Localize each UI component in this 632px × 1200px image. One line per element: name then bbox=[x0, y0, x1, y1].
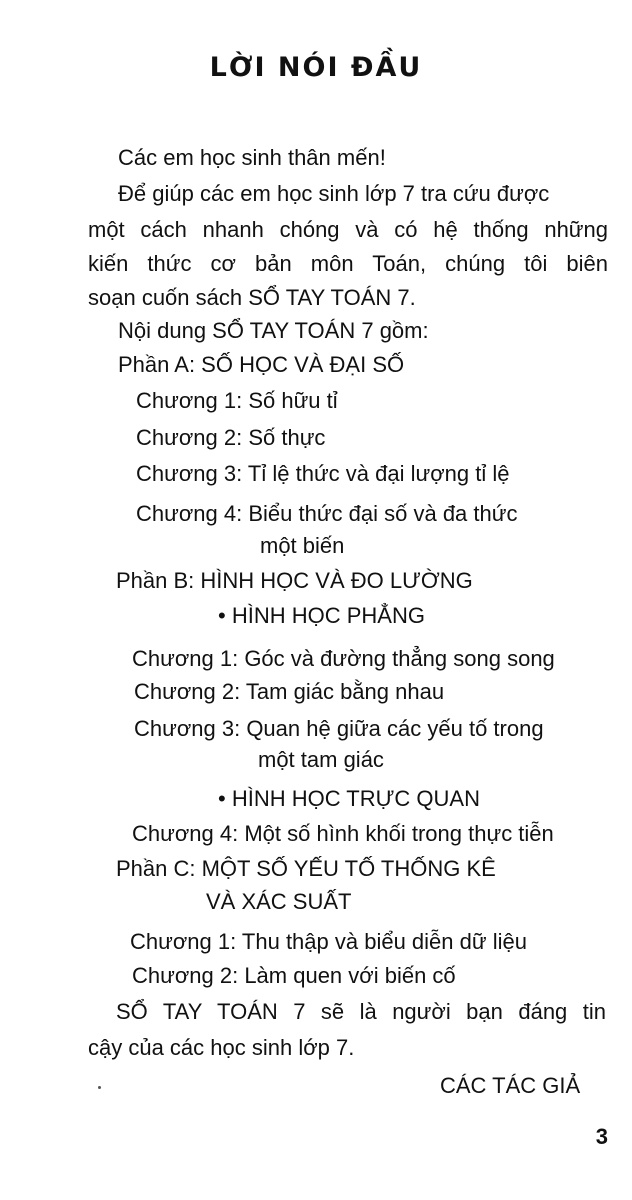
part-a-chapter-2: Chương 2: Số thực bbox=[136, 425, 326, 450]
part-a-chapter-4-cont: một biến bbox=[260, 533, 345, 558]
closing-line-2: cậy của các học sinh lớp 7. bbox=[88, 1035, 355, 1060]
part-a-chapter-4: Chương 4: Biểu thức đại số và đa thức bbox=[136, 501, 518, 526]
intro-line-2: một cách nhanh chóng và có hệ thống những bbox=[88, 217, 608, 242]
intro-line-1: Để giúp các em học sinh lớp 7 tra cứu được bbox=[118, 181, 550, 206]
part-c-title: Phần C: MỘT SỐ YẾU TỐ THỐNG KÊ bbox=[116, 856, 496, 881]
part-b-chapter-4: Chương 4: Một số hình khối trong thực tiễn bbox=[132, 821, 554, 846]
signature: CÁC TÁC GIẢ bbox=[440, 1073, 581, 1098]
part-a-chapter-3: Chương 3: Tỉ lệ thức và đại lượng tỉ lệ bbox=[136, 461, 510, 486]
part-b-chapter-3: Chương 3: Quan hệ giữa các yếu tố trong bbox=[134, 716, 544, 741]
part-c-chapter-1: Chương 1: Thu thập và biểu diễn dữ liệu bbox=[130, 929, 527, 954]
greeting: Các em học sinh thân mến! bbox=[118, 145, 386, 170]
intro-line-4: soạn cuốn sách SỔ TAY TOÁN 7. bbox=[88, 285, 416, 310]
part-b-chapter-2: Chương 2: Tam giác bằng nhau bbox=[134, 679, 445, 704]
print-speck bbox=[98, 1086, 101, 1089]
part-b-section-flat-geometry: • HÌNH HỌC PHẲNG bbox=[218, 603, 425, 628]
part-b-section-visual-geometry: • HÌNH HỌC TRỰC QUAN bbox=[218, 786, 480, 811]
part-c-chapter-2: Chương 2: Làm quen với biến cố bbox=[132, 963, 456, 988]
part-b-chapter-3-cont: một tam giác bbox=[258, 747, 384, 772]
part-a-chapter-1: Chương 1: Số hữu tỉ bbox=[136, 388, 338, 413]
part-b-title: Phần B: HÌNH HỌC VÀ ĐO LƯỜNG bbox=[116, 568, 473, 593]
intro-line-3: kiến thức cơ bản môn Toán, chúng tôi biên bbox=[88, 251, 608, 276]
part-b-chapter-1: Chương 1: Góc và đường thẳng song song bbox=[132, 646, 555, 671]
part-a-title: Phần A: SỐ HỌC VÀ ĐẠI SỐ bbox=[118, 352, 405, 377]
page-title: LỜI NÓI ĐẦU bbox=[209, 52, 423, 83]
page-number: 3 bbox=[595, 1124, 608, 1149]
closing-line-1: SỔ TAY TOÁN 7 sẽ là người bạn đáng tin bbox=[116, 999, 606, 1024]
part-c-title-cont: VÀ XÁC SUẤT bbox=[206, 889, 352, 914]
contents-intro: Nội dung SỔ TAY TOÁN 7 gồm: bbox=[118, 318, 429, 343]
